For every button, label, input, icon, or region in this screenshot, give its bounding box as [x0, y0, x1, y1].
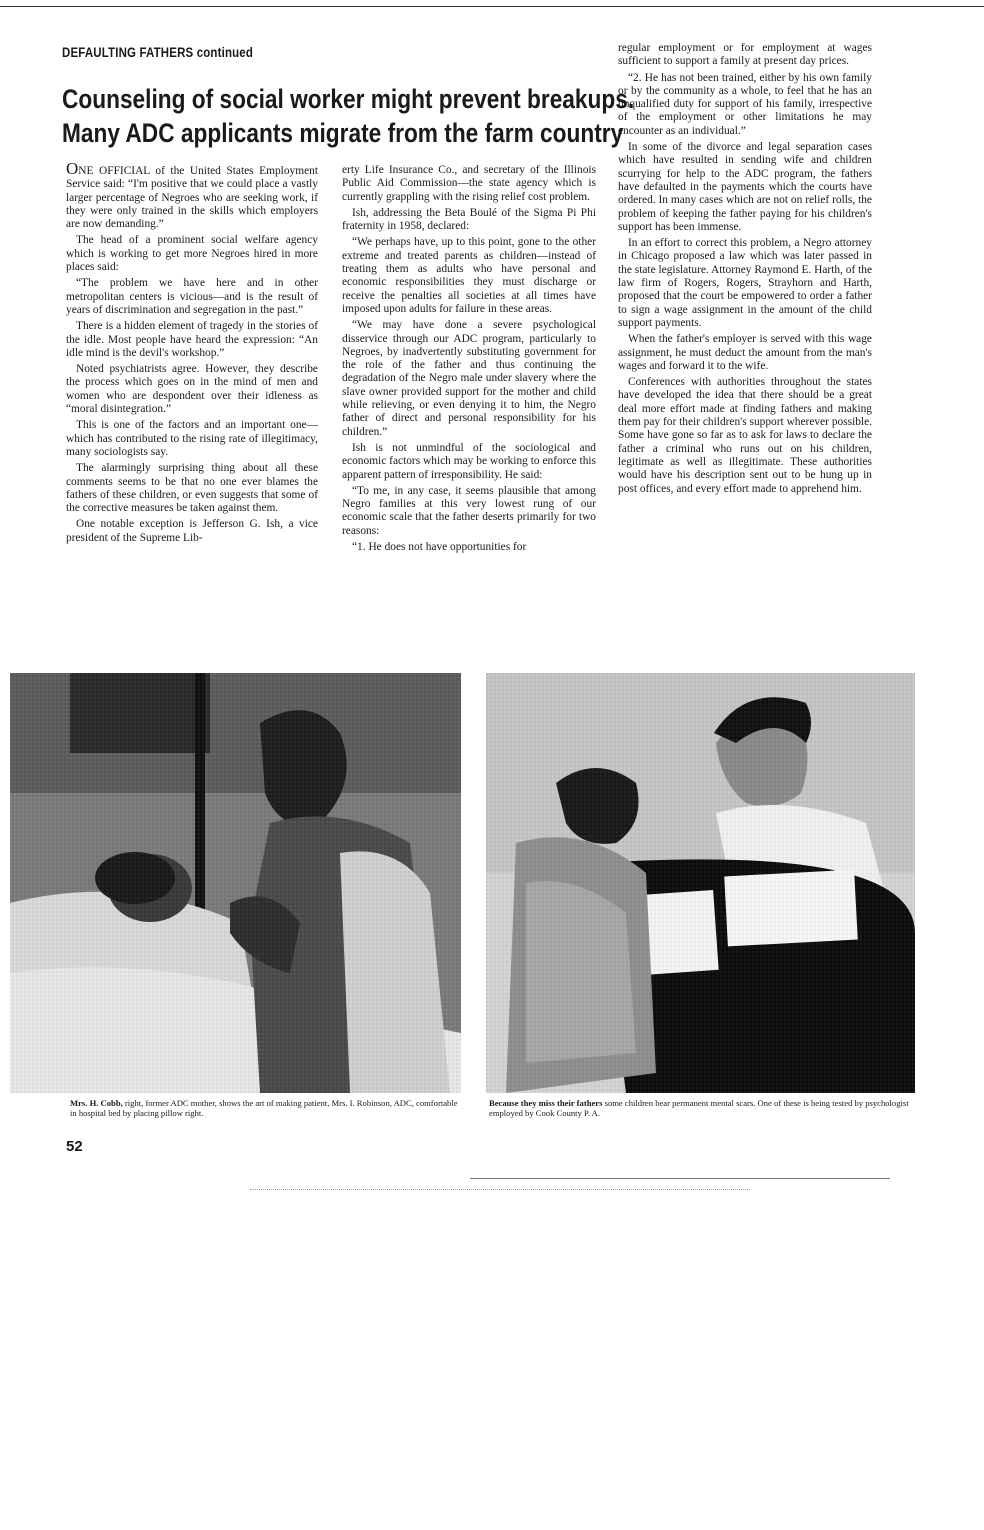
page-number: 52: [66, 1138, 83, 1155]
paragraph: The alarmingly surprising thing about all these comments seems to be that no one ever blames the fathers of these children, or even suggests that some of the corrective measures be taken against them.: [66, 462, 318, 515]
paragraph: Noted psychiatrists agree. However, they describe the process which goes on in the mind of men and women who are despondent over their idleness as “moral disintegration.”: [66, 363, 318, 416]
caption-text: right, former ADC mother, shows the art of making patient, Mrs. I. Robinson, ADC, comfortable in hospital bed by placing pillow right.: [70, 1098, 458, 1118]
paragraph: Ish is not unmindful of the sociological and economic factors which may be working to enforce this apparent pattern of irresponsibility. He said:: [342, 441, 596, 481]
paragraph: Conferences with authorities throughout the states have developed the idea that there should be a great deal more effort made at finding fathers and making them pay for their children's support wherever possible. Some have gone so far as to ask for laws to declare the father a criminal who runs out on his children, legitimate as well as illegitimate. These authorities would have his description sent out to be hung up in post offices, and every effort made to apprehend him.: [618, 376, 872, 495]
paragraph: “To me, in any case, it seems plausible that among Negro families at this very lowest rung of our economic scale that the father deserts primarily for two reasons:: [342, 484, 596, 537]
paragraph: When the father's employer is served with this wage assignment, he must deduct the amount from the man's wages and forward it to the wife.: [618, 333, 872, 372]
headline-line-2: Many ADC applicants migrate from the farm country: [62, 118, 624, 148]
paragraph: regular employment or for employment at wages sufficient to support a family at present day prices.: [618, 42, 872, 68]
paragraph: “1. He does not have opportunities for: [352, 541, 527, 554]
paragraph: In some of the divorce and legal separation cases which have resulted in sending wife and children scurrying for help to the ADC program, the fathers have defaulted in the payments which the courts have ordered. In many cases which are not on relief rolls, the problem of keeping the father paying for his children's support has been immense.: [618, 141, 872, 233]
paragraph: Ish, addressing the Beta Boulé of the Sigma Pi Phi fraternity in 1958, declared:: [342, 206, 596, 233]
caption-photo-2: [489, 1098, 915, 1118]
paragraph: “We perhaps have, up to this point, gone to the other extreme and treated parents as children—instead of treating them as adults who have personal and economic responsibilities they must discharge or receive the penalties all societies at all times have imposed upon adults for failure in these areas.: [342, 236, 596, 315]
paragraph-text: NE OFFICIAL of the United States Employment Service said: “I'm positive that we could place a vastly larger percentage of Negroes who are seeking work, if they were only trained in the skills which employers are now demanding.”: [66, 165, 318, 231]
caption-text: some children bear permanent mental scars. One of these is being tested by psychologist employed by Cook County P. A.: [489, 1098, 909, 1118]
paragraph: “The problem we have here and in other metropolitan centers is vicious—and is the result of years of discrimination and segregation in the past.”: [66, 277, 318, 316]
headline-line-1: Counseling of social worker might prevent breakups.: [62, 84, 635, 114]
bottom-rule: [470, 1178, 890, 1179]
photo-hospital-bed-image: [10, 673, 461, 1093]
paragraph: [66, 159, 318, 231]
paragraph: One notable exception is Jefferson G. Ish, a vice president of the Supreme Lib-: [66, 518, 318, 544]
headline: [62, 82, 635, 150]
caption-lead: Because they miss their fathers: [489, 1098, 603, 1108]
top-rule: [0, 6, 984, 7]
caption-photo-1: [70, 1098, 462, 1118]
photo-child-testing: [486, 673, 915, 1093]
paragraph: “2. He has not been trained, either by his own family or by the community as a whole, to feel that he has an unqualified duty for support of his family, irrespective of the employment or other limitations he may encounter as an individual.”: [618, 71, 872, 137]
paragraph: The head of a prominent social welfare agency which is working to get more Negroes hired in more places said:: [66, 234, 318, 274]
caption-lead: Mrs. H. Cobb,: [70, 1098, 123, 1108]
paragraph: In an effort to correct this problem, a Negro attorney in Chicago proposed a law which was later passed in the state legislature. Attorney Raymond E. Harth, of the law firm of Rogers, Rogers, Strayhorn and Harth, proposed that the court be empowered to order a father to sign a wage assignment in the amount of the child support payments.: [618, 237, 873, 329]
section-label: DEFAULTING FATHERS continued: [62, 44, 254, 60]
paragraph: This is one of the factors and an important one—which has contributed to the rising rate of illegitimacy, many sociologists say.: [66, 419, 318, 458]
drop-cap: O: [66, 159, 79, 178]
paragraph: “We may have done a severe psychological disservice through our ADC program, particularly to Negroes, by inadvertently substituting government for the role of the father and thus continuing the degradation of the Negro male under slavery where the slave owner provided support for the mother and child while relieving, or even denying it to him, the Negro father of direct and personal responsibility for his children.”: [342, 319, 596, 438]
article-column-1: [66, 159, 318, 548]
photo-child-testing-image: [486, 673, 915, 1093]
article-column-2: [342, 164, 596, 557]
photo-hospital-bed: [10, 673, 461, 1093]
paragraph: There is a hidden element of tragedy in the stories of the idle. Most people have heard the expression: “An idle mind is the devil's workshop.”: [66, 320, 318, 359]
article-column-3: [618, 42, 872, 499]
bottom-rule-dotted: [250, 1189, 750, 1190]
paragraph: erty Life Insurance Co., and secretary of the Illinois Public Aid Commission—the state agency which is currently grappling with the rising relief cost problem.: [342, 164, 596, 203]
